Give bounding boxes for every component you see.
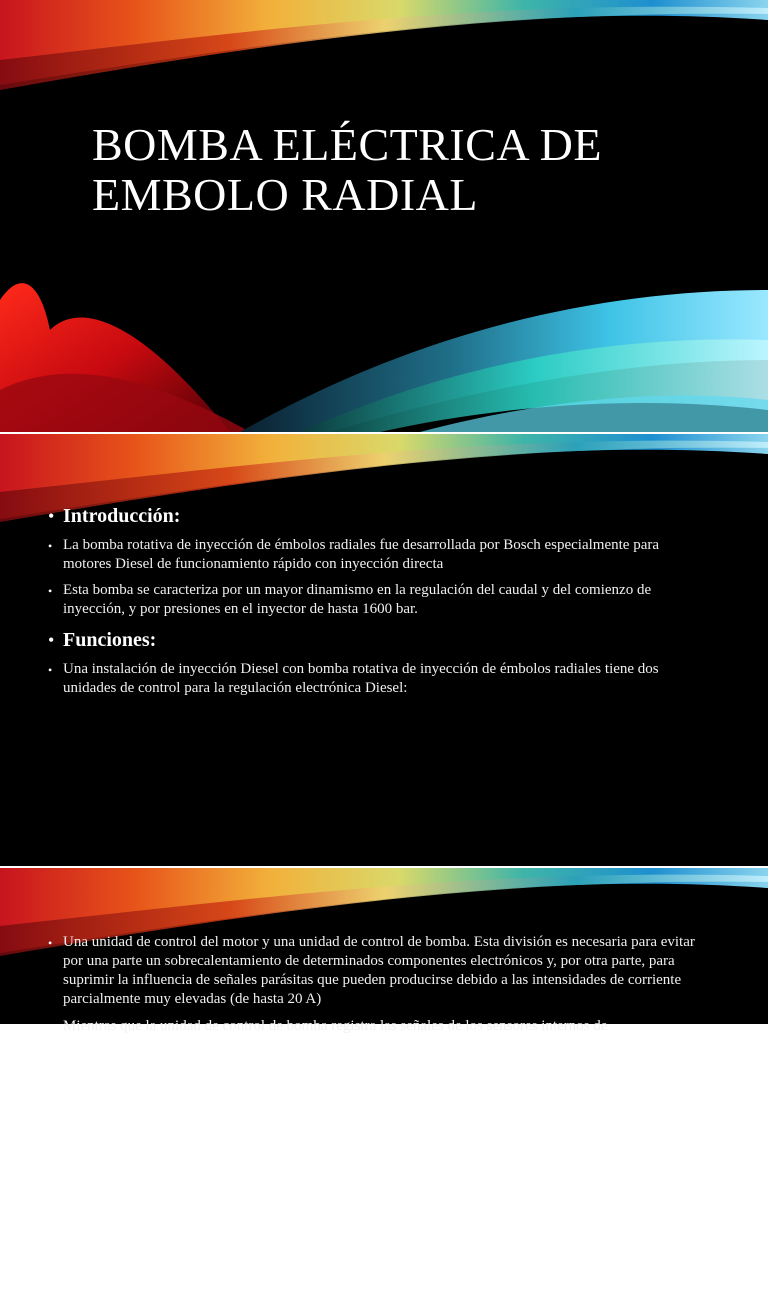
slide-body (48, 504, 708, 698)
bullet-icon: • (48, 584, 53, 598)
bullet-icon: • (48, 1020, 53, 1034)
title-line-1: BOMBA ELÉCTRICA DE (92, 119, 602, 170)
bullet-icon: • (48, 630, 55, 650)
section-heading-introduccion: • Introducción: (48, 505, 181, 527)
bullet-icon: • (48, 539, 53, 553)
content-slide-continued (0, 868, 768, 1034)
bullet-icon: • (48, 663, 53, 677)
title-slide (0, 0, 768, 432)
list-item: • Esta bomba se caracteriza por un mayor dinamismo en la regulación del caudal y del comienzo de inyección, y por presiones en el inyector de hasta 1600 bar. (48, 582, 652, 617)
bullet-icon: • (48, 936, 53, 950)
content-slide-intro (0, 434, 768, 866)
list-item: • La bomba rotativa de inyección de émbolos radiales fue desarrollada por Bosch especialmente para motores Diesel de funcionamiento rápido con inyección directa (48, 537, 660, 572)
slide-body (48, 933, 708, 1036)
list-item: • Una instalación de inyección Diesel con bomba rotativa de inyección de émbolos radiales tiene dos unidades de control para la regulación electrónica Diesel: (48, 661, 659, 696)
list-item: • Mientras que la unidad de control de bomba registra las señales de los sensores internos de (48, 1017, 708, 1036)
section-heading-funciones: • Funciones: (48, 629, 157, 651)
slide-title (92, 120, 712, 220)
title-line-2: EMBOLO RADIAL (92, 169, 478, 220)
list-item: • Una unidad de control del motor y una unidad de control de bomba. Esta división es necesaria para evitar por una parte un sobrecalentamiento de determinados componentes electrónicos y, por otra parte, para suprimir la influencia de señales parásitas que pueden producirse debido a las intensidades de corriente parcialmente muy elevadas (de hasta 20 A) (48, 934, 695, 1007)
bullet-icon: • (48, 506, 55, 526)
